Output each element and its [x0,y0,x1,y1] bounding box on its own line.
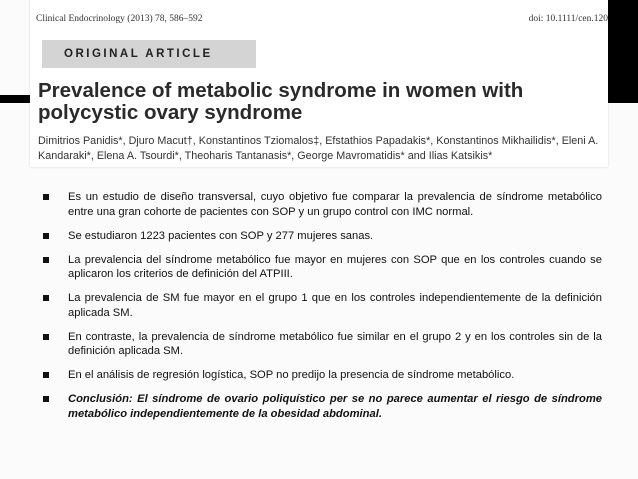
article-authors: Dimitrios Panidis*, Djuro Macut†, Konstantinos Tziomalos‡, Efstathios Papadakis*, Konstantinos Mikhailidis*, Eleni A. Kandaraki*, Elena A. Tsourdi*, Theoharis Tantanasis*, George Mavromatidis* and Ilias Katsikis* [38,135,599,162]
square-bullet-icon [43,233,49,239]
article-type-label: ORIGINAL ARTICLE [42,40,256,68]
square-bullet-icon [43,372,49,378]
square-bullet-icon [43,194,49,200]
square-bullet-icon [43,257,49,263]
bullet-text: Se estudiaron 1223 pacientes con SOP y 277 mujeres sanas. [68,229,374,242]
bullet-text: La prevalencia del síndrome metabólico fue mayor en mujeres con SOP que en los controles cuando se aplicaron los criterios de definición del ATPIII. [68,253,602,280]
square-bullet-icon [43,396,49,402]
bullet-item-conclusion [40,392,602,421]
bullet-item [40,229,602,244]
bullet-text: Es un estudio de diseño transversal, cuyo objetivo fue comparar la prevalencia de síndrome metabólico entre una gran cohorte de pacientes con SOP y un grupo control con IMC normal. [68,191,602,218]
frame-bar-right [608,95,638,103]
bullet-item [40,330,602,359]
bullet-list [40,190,602,431]
bullet-item [40,291,602,320]
bullet-text: En el análisis de regresión logística, SOP no predijo la presencia de síndrome metabólico. [68,369,515,381]
frame-edge-top-right [608,0,638,95]
square-bullet-icon [43,334,49,340]
bullet-item [40,190,602,219]
frame-bar-left [0,95,30,103]
article-doi: doi: 10.1111/cen.120 [528,14,608,24]
bullet-text: En contraste, la prevalencia de síndrome metabólico fue similar en el grupo 2 y en los controles sin de la definición aplicada SM. [68,330,602,357]
journal-citation: Clinical Endocrinology (2013) 78, 586–592 [36,14,203,24]
article-title: Prevalence of metabolic syndrome in women with polycystic ovary syndrome [38,79,524,124]
bullet-item [40,368,602,383]
bullet-text: La prevalencia de SM fue mayor en el grupo 1 que en los controles independientemente de la definición aplicada SM. [68,292,602,319]
bullet-item [40,253,602,282]
bullet-text: Conclusión: El síndrome de ovario poliquístico per se no parece aumentar el riesgo de síndrome metabólico independientemente de la obesidad abdominal. [68,393,602,420]
square-bullet-icon [43,295,49,301]
article-header-image [30,0,608,167]
